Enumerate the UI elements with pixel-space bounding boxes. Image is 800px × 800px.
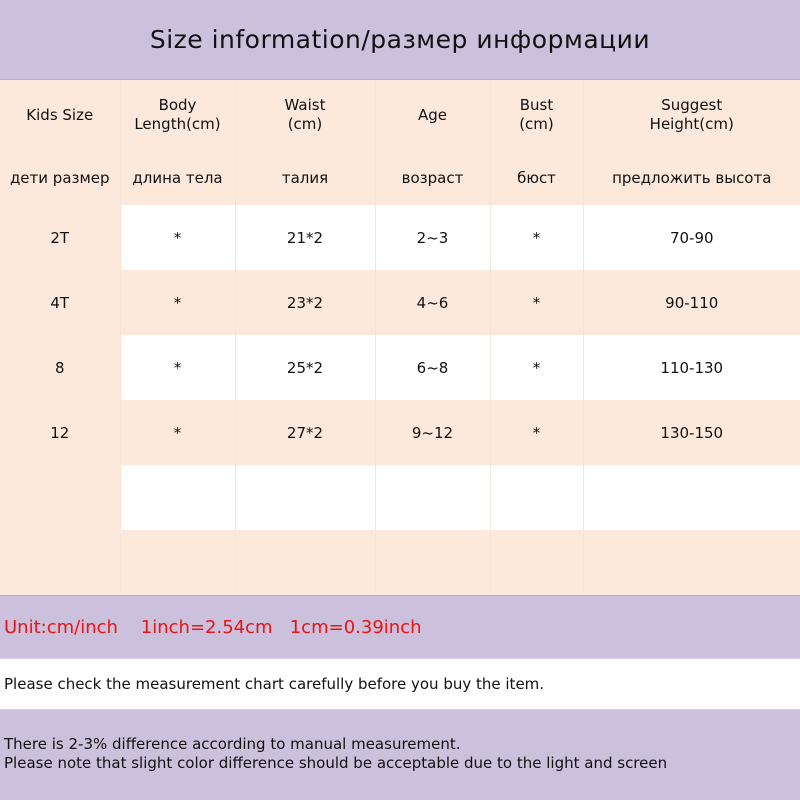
table-row xyxy=(0,205,800,270)
table-row xyxy=(0,335,800,400)
cell-suggest-height: 70-90 xyxy=(583,205,800,270)
cell-waist: 23*2 xyxy=(235,270,375,335)
cell-age: 9~12 xyxy=(375,400,490,465)
table-row-empty xyxy=(0,530,800,595)
cell-bust: * xyxy=(490,270,583,335)
table-header-row-en xyxy=(0,80,800,150)
notes-band xyxy=(0,710,800,800)
cell-kids-size: 8 xyxy=(0,335,120,400)
cell-body-length: * xyxy=(120,270,235,335)
header-ru-bust: бюст xyxy=(490,150,583,205)
header-bust: Bust (cm) xyxy=(490,80,583,150)
header-ru-age: возраст xyxy=(375,150,490,205)
cell-bust: * xyxy=(490,400,583,465)
cell-body-length: * xyxy=(120,205,235,270)
table-header-row-ru xyxy=(0,150,800,205)
table-row xyxy=(0,270,800,335)
difference-note: There is 2-3% difference according to manual measurement. xyxy=(4,735,461,753)
header-age: Age xyxy=(375,80,490,150)
cell-kids-size: 12 xyxy=(0,400,120,465)
cell-waist: 21*2 xyxy=(235,205,375,270)
table-row-empty xyxy=(0,465,800,530)
cell-suggest-height: 90-110 xyxy=(583,270,800,335)
unit-note: Unit:cm/inch 1inch=2.54cm 1cm=0.39inch xyxy=(4,616,422,638)
cell-age: 6~8 xyxy=(375,335,490,400)
size-table xyxy=(0,80,800,595)
cell-kids-size: 4T xyxy=(0,270,120,335)
table-row xyxy=(0,400,800,465)
cell-age: 2~3 xyxy=(375,205,490,270)
header-suggest-height: Suggest Height(cm) xyxy=(583,80,800,150)
cell-body-length: * xyxy=(120,400,235,465)
cell-waist: 27*2 xyxy=(235,400,375,465)
page-title: Size information/размер информации xyxy=(0,0,800,80)
cell-kids-size: 2T xyxy=(0,205,120,270)
header-ru-kids-size: дети размер xyxy=(0,150,120,205)
header-ru-suggest-height: предложить высота xyxy=(583,150,800,205)
header-body-length: Body Length(cm) xyxy=(120,80,235,150)
cell-body-length: * xyxy=(120,335,235,400)
cell-waist: 25*2 xyxy=(235,335,375,400)
header-waist: Waist (cm) xyxy=(235,80,375,150)
color-note: Please note that slight color difference should be acceptable due to the light and screen xyxy=(4,754,668,772)
cell-suggest-height: 130-150 xyxy=(583,400,800,465)
check-note: Please check the measurement chart carefully before you buy the item. xyxy=(0,658,800,710)
unit-note-band xyxy=(0,595,800,658)
header-ru-waist: талия xyxy=(235,150,375,205)
cell-bust: * xyxy=(490,205,583,270)
cell-bust: * xyxy=(490,335,583,400)
cell-suggest-height: 110-130 xyxy=(583,335,800,400)
cell-age: 4~6 xyxy=(375,270,490,335)
header-kids-size: Kids Size xyxy=(0,80,120,150)
header-ru-body-length: длина тела xyxy=(120,150,235,205)
